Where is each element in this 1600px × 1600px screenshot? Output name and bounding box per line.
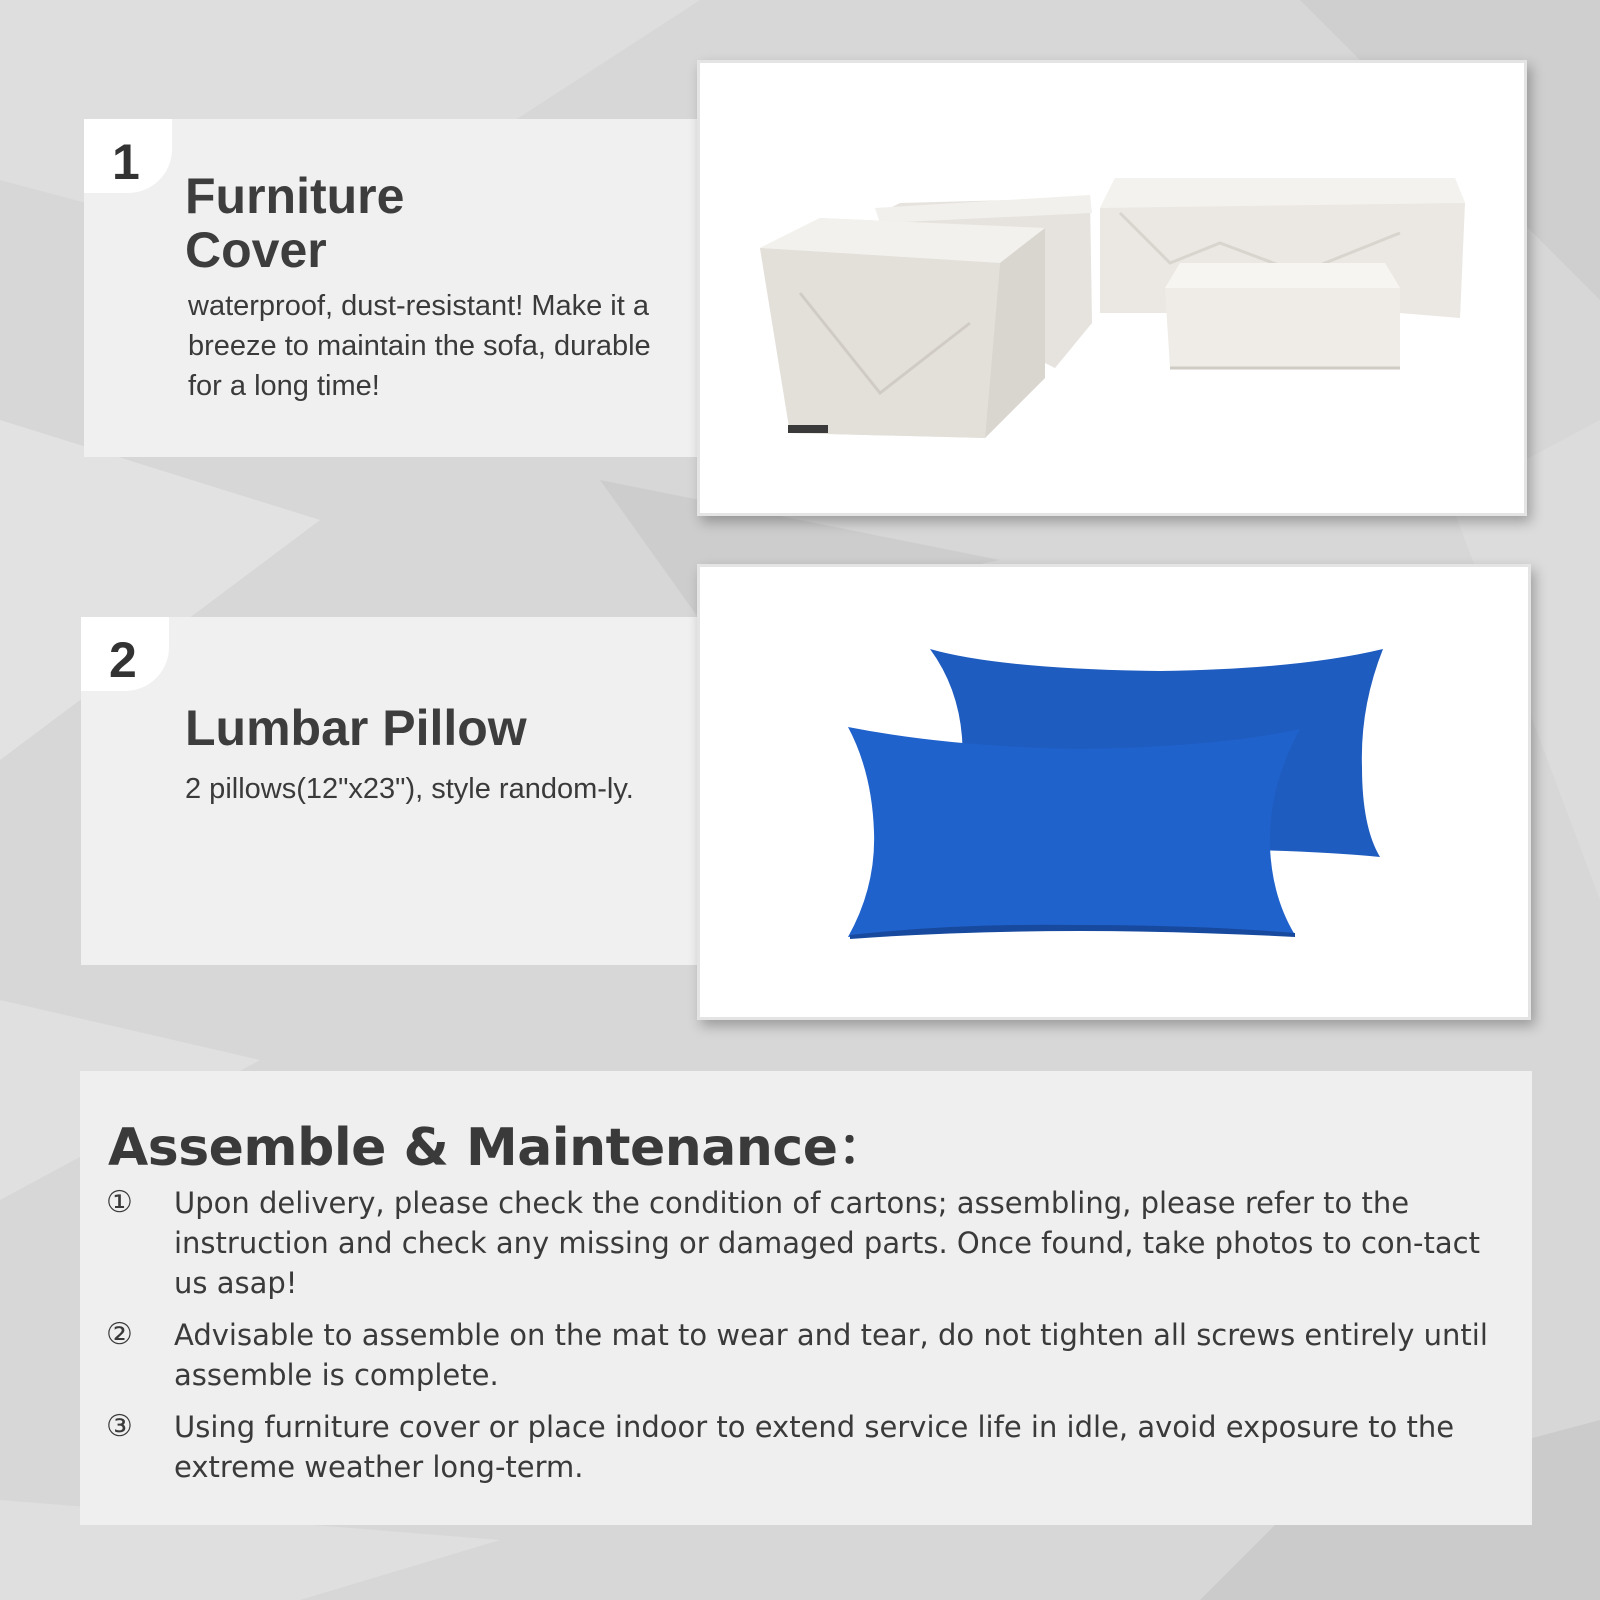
step-text: Advisable to assemble on the mat to wear and tear, do not tighten all screws entirely until assemble is complete. bbox=[174, 1318, 1488, 1392]
item-title: Lumbar Pillow bbox=[185, 700, 527, 756]
step-marker: ② bbox=[106, 1317, 133, 1352]
step-marker: ① bbox=[106, 1185, 133, 1220]
furniture-cover-photo bbox=[697, 60, 1527, 516]
item-number-badge: 1 bbox=[84, 119, 172, 193]
pillow-icon bbox=[700, 567, 1528, 1017]
list-item bbox=[106, 1183, 1506, 1303]
item-number-badge: 2 bbox=[81, 617, 169, 691]
furniture-cover-icon bbox=[700, 63, 1524, 513]
feature-panel-lumbar-pillow bbox=[81, 617, 704, 965]
lumbar-pillow-photo bbox=[697, 564, 1531, 1020]
maintenance-steps bbox=[106, 1183, 1506, 1499]
item-description: 2 pillows(12"x23"), style random-ly. bbox=[185, 773, 634, 805]
item-title-line: Furniture bbox=[185, 168, 405, 224]
item-title bbox=[185, 169, 404, 277]
step-text: Using furniture cover or place indoor to extend service life in idle, avoid exposure to the extreme weather long-term. bbox=[174, 1410, 1455, 1484]
feature-panel-furniture-cover bbox=[84, 119, 704, 457]
item-title-line: Cover bbox=[185, 222, 327, 278]
item-description: waterproof, dust-resistant! Make it a breeze to maintain the sofa, durable for a long time! bbox=[188, 290, 651, 402]
step-marker: ③ bbox=[106, 1409, 133, 1444]
list-item bbox=[106, 1407, 1506, 1487]
step-text: Upon delivery, please check the condition of cartons; assembling, please refer to the instruction and check any missing or damaged parts. Once found, take photos to con-tact us asap! bbox=[174, 1186, 1480, 1300]
assemble-maintenance-panel bbox=[80, 1071, 1532, 1525]
list-item bbox=[106, 1315, 1506, 1395]
section-title: Assemble & Maintenance： bbox=[108, 1118, 889, 1178]
